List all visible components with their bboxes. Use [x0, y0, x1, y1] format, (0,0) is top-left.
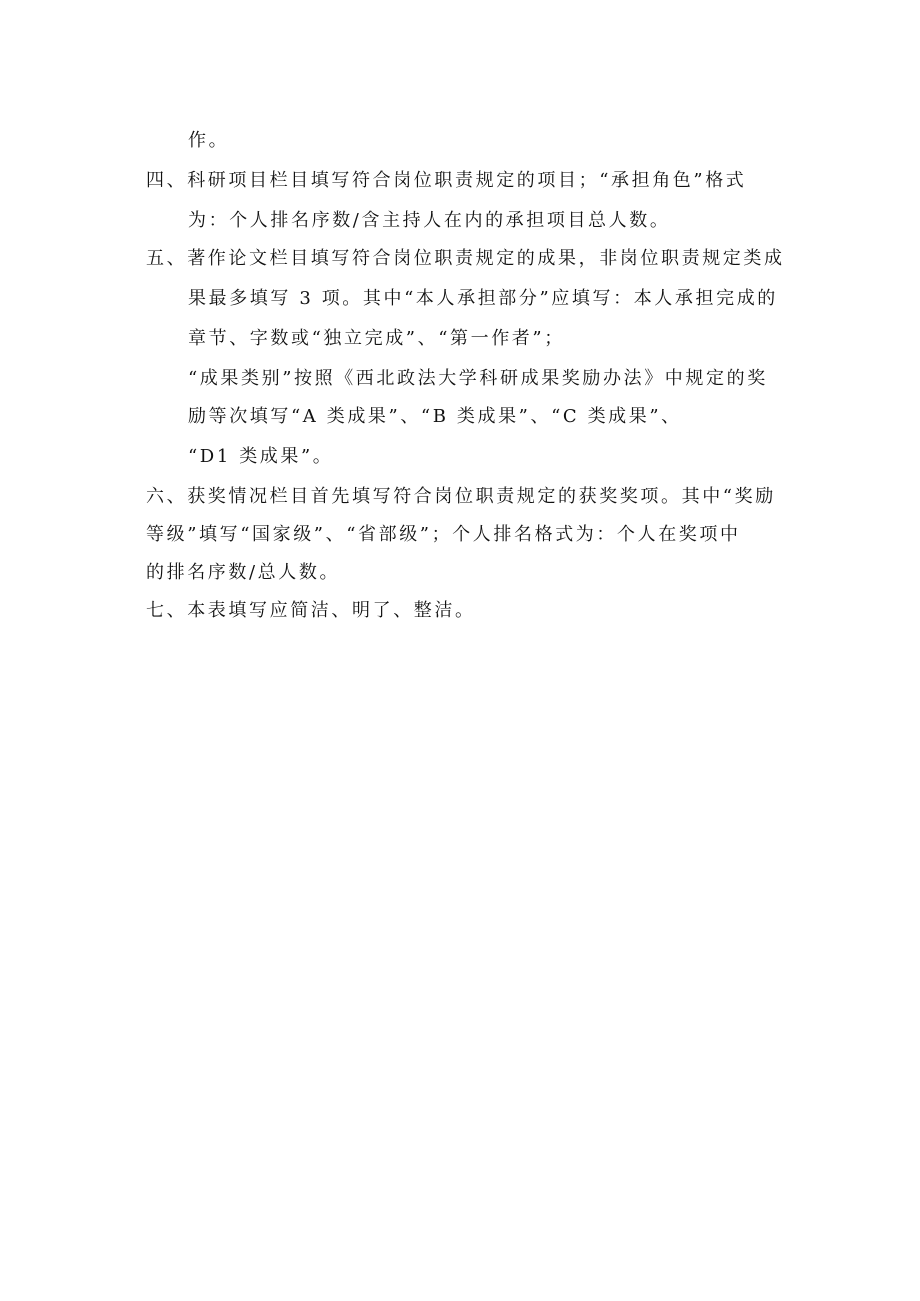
text-line-4: 五、著作论文栏目填写符合岗位职责规定的成果，非岗位职责规定类成: [146, 248, 785, 269]
text-line-10: 六、获奖情况栏目首先填写符合岗位职责规定的获奖奖项。其中“奖励: [146, 486, 776, 507]
text-line-9: “D1 类成果”。: [188, 446, 334, 467]
text-line-11: 等级”填写“国家级”、“省部级”；个人排名格式为：个人在奖项中: [146, 524, 741, 545]
text-line-2: 四、科研项目栏目填写符合岗位职责规定的项目；“承担角色”格式: [146, 170, 747, 191]
text-line-6: 章节、字数或“独立完成”、“第一作者”；: [188, 328, 565, 349]
text-line-3: 为：个人排名序数/含主持人在内的承担项目总人数。: [188, 210, 671, 231]
text-line-8: 励等次填写“A 类成果”、“B 类成果”、“C 类成果”、: [188, 406, 682, 427]
text-line-12: 的排名序数/总人数。: [146, 562, 341, 583]
text-line-13: 七、本表填写应简洁、明了、整洁。: [146, 600, 476, 621]
text-line-1: 作。: [188, 130, 230, 151]
text-line-5: 果最多填写 3 项。其中“本人承担部分”应填写：本人承担完成的: [188, 288, 778, 309]
text-line-7: “成果类别”按照《西北政法大学科研成果奖励办法》中规定的奖: [188, 368, 768, 389]
